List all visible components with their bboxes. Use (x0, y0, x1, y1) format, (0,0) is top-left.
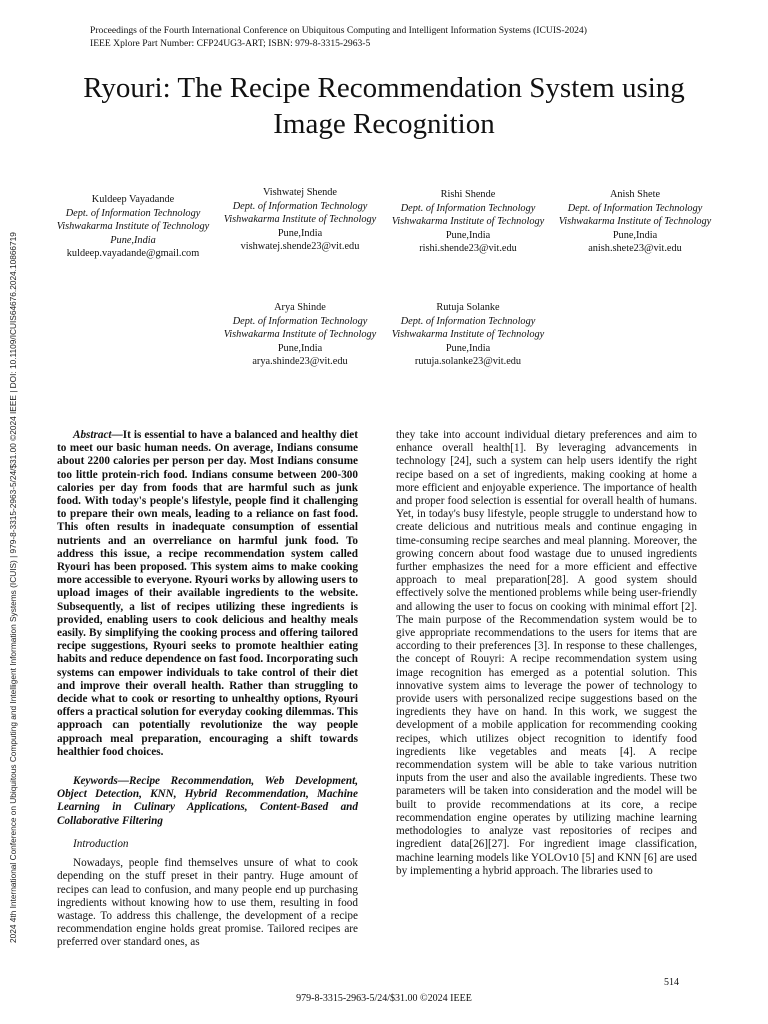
author-block-vishwatej (215, 186, 385, 254)
author-city: Pune,India (110, 234, 156, 246)
author-institute: Vishwakarma Institute of Technology (558, 216, 712, 227)
abstract (57, 429, 358, 759)
section-heading-introduction: Introduction (73, 837, 129, 850)
author-dept: Dept. of Information Technology (232, 315, 368, 327)
author-city: Pune,India (612, 229, 658, 241)
author-email[interactable]: anish.shete23@vit.edu (588, 243, 682, 254)
page-number: 514 (664, 977, 679, 988)
paper-title-line-1: Ryouri: The Recipe Recommendation System using (83, 72, 685, 104)
author-dept: Dept. of Information Technology (232, 200, 368, 212)
author-block-arya (215, 301, 385, 369)
author-block-anish (550, 188, 720, 256)
author-name: Arya Shinde (274, 302, 326, 313)
right-column (396, 429, 697, 878)
author-city: Pune,India (445, 229, 491, 241)
paper-title (40, 70, 728, 142)
author-dept: Dept. of Information Technology (567, 202, 703, 214)
author-institute: Vishwakarma Institute of Technology (56, 221, 210, 232)
author-institute: Vishwakarma Institute of Technology (223, 329, 377, 340)
author-email[interactable]: vishwatej.shende23@vit.edu (240, 241, 360, 252)
author-block-rishi (383, 188, 553, 256)
author-email[interactable]: arya.shinde23@vit.edu (252, 356, 348, 367)
introduction-paragraph: Nowadays, people find themselves unsure of what to cook depending on the stuff preset in their pantry. Huge amount of recipes can lead to confusion, and many people end up purchasing ingredients without knowing how to use them, resulting in food wastage. To address this challenge, the development of a recipe recommendation engine holds great promise. Tailored recipes are preferred over standard ones, as (57, 857, 358, 949)
doi-side-banner: 2024 4th International Conference on Ubiquitous Computing and Intelligent Information Systems (ICUIS) | 979-8-3315-2963-5/24/$31.00 ©2024 IEEE | DOI: 10.1109/ICUIS64676.2024.10866719 (8, 232, 18, 943)
author-city: Pune,India (277, 342, 323, 354)
author-city: Pune,India (277, 227, 323, 239)
author-name: Rishi Shende (440, 189, 496, 200)
left-column (57, 429, 358, 950)
author-institute: Vishwakarma Institute of Technology (391, 329, 545, 340)
ieee-part-number-line: IEEE Xplore Part Number: CFP24UG3-ART; ISBN: 979-8-3315-2963-5 (90, 37, 371, 49)
author-dept: Dept. of Information Technology (65, 207, 201, 219)
author-dept: Dept. of Information Technology (400, 202, 536, 214)
copyright-footer: 979-8-3315-2963-5/24/$31.00 ©2024 IEEE (296, 993, 472, 1004)
introduction-continued-paragraph: they take into account individual dietary preferences and aim to enhance overall health[1]. By leveraging advancements in technology [24], such a system can help users identify the right recipe based on a set of ingredients, making cooking at home a more efficient and enjoyable experience. The importance of health and proper food selection is essential for overall health of humans. Yet, in today's busy lifestyle, people struggle to understand how to create delicious and nutritious meals and continue engaging in time-consuming recipe searches and meal planning. Moreover, the growing concern about food wastage due to unused ingredients further emphasizes the need for a more efficient and effective approach to meal preparation[28]. A good system should effectively solve the mentioned problems while being user-friendly and allowing the user to focus on cooking with minimal effort [2]. The main purpose of the Recommendation system would be to give appropriate recommendations to the users for items that are according to their preferences [3]. In response to these challenges, the concept of Rouyri: A recipe recommendation system using image recognition has emerged as a potential solution. This innovative system aims to leverage the power of technology to provide users with personalized recipe suggestions based on the ingredients they have on hand. In this work, we suggest the development of a mobile application for recommending cooking recipes, which utilizes object recognition to identify food ingredients like vegetables and meats [4]. A recipe recommendation system will be able to take various nutrition inputs from the user and also the available ingredients. These two parameters will be taken into consideration and the model will be built to provide recommendations at its core, a recipe recommendation engine operates by utilizing machine learning methodologies to analyze vast repositories of recipes and ingredient data[26][27]. For ingredient image classification, machine learning models like YOLOv10 [5] and KNN [6] are used by implementing a hybrid approach. The libraries used to (396, 429, 697, 877)
author-name: Kuldeep Vayadande (91, 194, 175, 205)
author-institute: Vishwakarma Institute of Technology (223, 214, 377, 225)
author-institute: Vishwakarma Institute of Technology (391, 216, 545, 227)
author-email[interactable]: rutuja.solanke23@vit.edu (414, 356, 522, 367)
proceedings-header (90, 25, 690, 50)
author-name: Rutuja Solanke (436, 302, 500, 313)
abstract-text: —It is essential to have a balanced and healthy diet to meet our basic human needs. On average, Indians consume about 2200 calories per person per day. Most Indians consume too little protein-rich food. Indians consume between 200-300 calories per day from foods that are harmful such as junk food. With today's people's lifestyle, people find it challenging to prepare their own meals, leading to a reliance on fast food. This often results in inadequate consumption of essential nutrients and an overreliance on harmful junk food. To address this issue, a recipe recommendation system called Ryouri has been proposed. This system aims to make cooking more accessible to everyone. Ryouri works by allowing users to upload images of their available ingredients to the website. Subsequently, a list of recipes utilizing these ingredients is provided, enabling users to cook delicious and healthy meals easily. By simplifying the cooking process and offering tailored recipe suggestions, Ryouri seeks to promote healthier eating habits and reduce dependence on fast food. Incorporating such systems can empower individuals to take control of their diet and improve their overall health. Rather than struggling to decide what to cook or resorting to unhealthy options, Ryouri offers a practical solution for everyday cooking dilemmas. This approach can potentially revolutionize the way people approach meal preparation, encouraging a shift towards healthier food choices. (57, 429, 358, 758)
author-email[interactable]: kuldeep.vayadande@gmail.com (66, 248, 200, 259)
author-name: Vishwatej Shende (262, 187, 338, 198)
author-name: Anish Shete (609, 189, 661, 200)
keywords: Keywords—Recipe Recommendation, Web Development, Object Detection, KNN, Hybrid Recommendation, Machine Learning in Culinary Applications, Content-Based and Collaborative Filtering (57, 775, 358, 827)
author-city: Pune,India (445, 342, 491, 354)
author-email[interactable]: rishi.shende23@vit.edu (419, 243, 517, 254)
author-block-rutuja (383, 301, 553, 369)
author-dept: Dept. of Information Technology (400, 315, 536, 327)
abstract-lead: Abstract (73, 429, 112, 441)
proceedings-line: Proceedings of the Fourth International Conference on Ubiquitous Computing and Intelligent Information Systems (ICUIS-2024) (90, 25, 587, 36)
paper-title-line-2: Image Recognition (273, 108, 495, 140)
author-block-kuldeep (48, 193, 218, 261)
